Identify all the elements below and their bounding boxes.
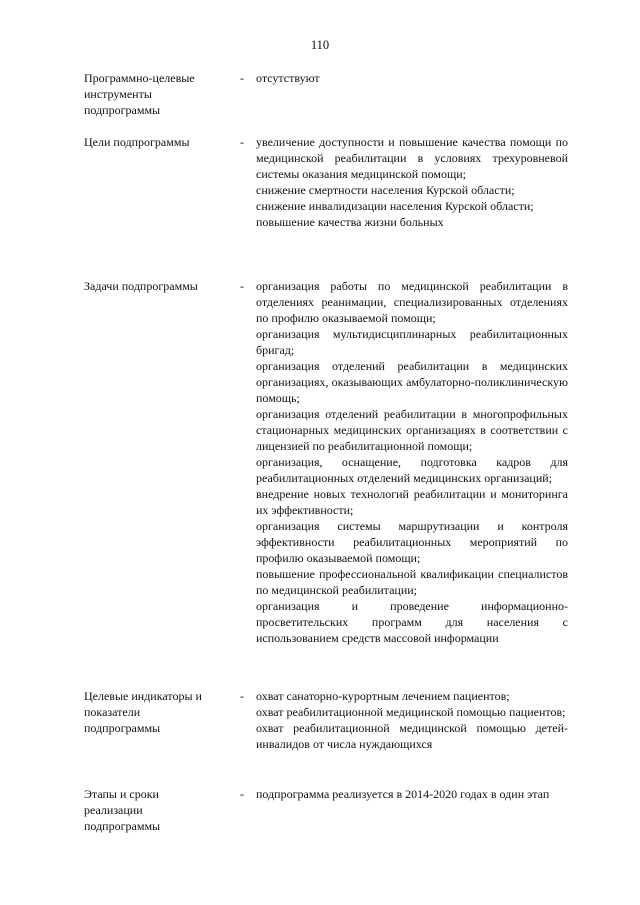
section-dash: - xyxy=(240,135,244,149)
section-dash: - xyxy=(240,71,244,85)
section-label xyxy=(84,70,234,118)
content-paragraph: повышение профессиональной квалификации специалистов по медицинской реабилитации; xyxy=(256,567,568,597)
content-paragraph: организация отделений реабилитации в многопрофильных стационарных медицинских организациях в соответствии с лицензией по реабилитационной помощи; xyxy=(256,407,568,453)
label-line: Задачи подпрограммы xyxy=(84,279,198,293)
label-line: инструменты xyxy=(84,87,152,101)
content-paragraph: отсутствуют xyxy=(256,71,320,85)
content-paragraph: подпрограмма реализуется в 2014-2020 годах в один этап xyxy=(256,787,550,801)
content-paragraph: снижение смертности населения Курской области; xyxy=(256,183,515,197)
section-dash: - xyxy=(240,279,244,293)
label-line: подпрограммы xyxy=(84,103,161,117)
section-dash: - xyxy=(240,787,244,801)
label-line: подпрограммы xyxy=(84,819,161,833)
label-line: Цели подпрограммы xyxy=(84,135,190,149)
section-label xyxy=(84,134,234,150)
content-paragraph: снижение инвалидизации населения Курской области; xyxy=(256,199,534,213)
content-paragraph: внедрение новых технологий реабилитации и мониторинга их эффективности; xyxy=(256,487,568,517)
content-paragraph: организация и проведение информационно-просветительских программ для населения с использованием средств массовой информации xyxy=(256,599,568,645)
content-paragraph: охват реабилитационной медицинской помощью пациентов; xyxy=(256,705,566,719)
section-content xyxy=(256,786,568,802)
label-line: Целевые индикаторы и xyxy=(84,689,202,703)
content-paragraph: повышение качества жизни больных xyxy=(256,215,444,229)
label-line: показатели xyxy=(84,705,141,719)
section-label xyxy=(84,688,234,736)
section-dash: - xyxy=(240,689,244,703)
section-content xyxy=(256,134,568,230)
label-line: Этапы и сроки xyxy=(84,787,159,801)
content-paragraph: организация системы маршрутизации и контроля эффективности реабилитационных мероприятий по профилю оказываемой помощи; xyxy=(256,519,568,565)
section-content xyxy=(256,688,568,752)
content-paragraph: организация работы по медицинской реабилитации в отделениях реанимации, специализированных отделениях по профилю оказываемой помощи; xyxy=(256,279,568,325)
content-paragraph: охват реабилитационной медицинской помощью детей-инвалидов от числа нуждающихся xyxy=(256,721,568,751)
content-paragraph: охват санаторно-курортным лечением пациентов; xyxy=(256,689,510,703)
content-paragraph: организация отделений реабилитации в медицинских организациях, оказывающих амбулаторно-поликлиническую помощь; xyxy=(256,359,568,405)
section-content xyxy=(256,70,568,86)
content-paragraph: организация мультидисциплинарных реабилитационных бригад; xyxy=(256,327,568,357)
section-content xyxy=(256,278,568,646)
section-label xyxy=(84,278,234,294)
label-line: реализации xyxy=(84,803,143,817)
section-label xyxy=(84,786,234,834)
label-line: Программно-целевые xyxy=(84,71,195,85)
label-line: подпрограммы xyxy=(84,721,161,735)
page-number: 110 xyxy=(310,38,330,52)
content-paragraph: организация, оснащение, подготовка кадров для реабилитационных отделений медицинских организаций; xyxy=(256,455,568,485)
content-paragraph: увеличение доступности и повышение качества помощи по медицинской реабилитации в условиях трехуровневой системы оказания медицинской помощи; xyxy=(256,135,568,181)
